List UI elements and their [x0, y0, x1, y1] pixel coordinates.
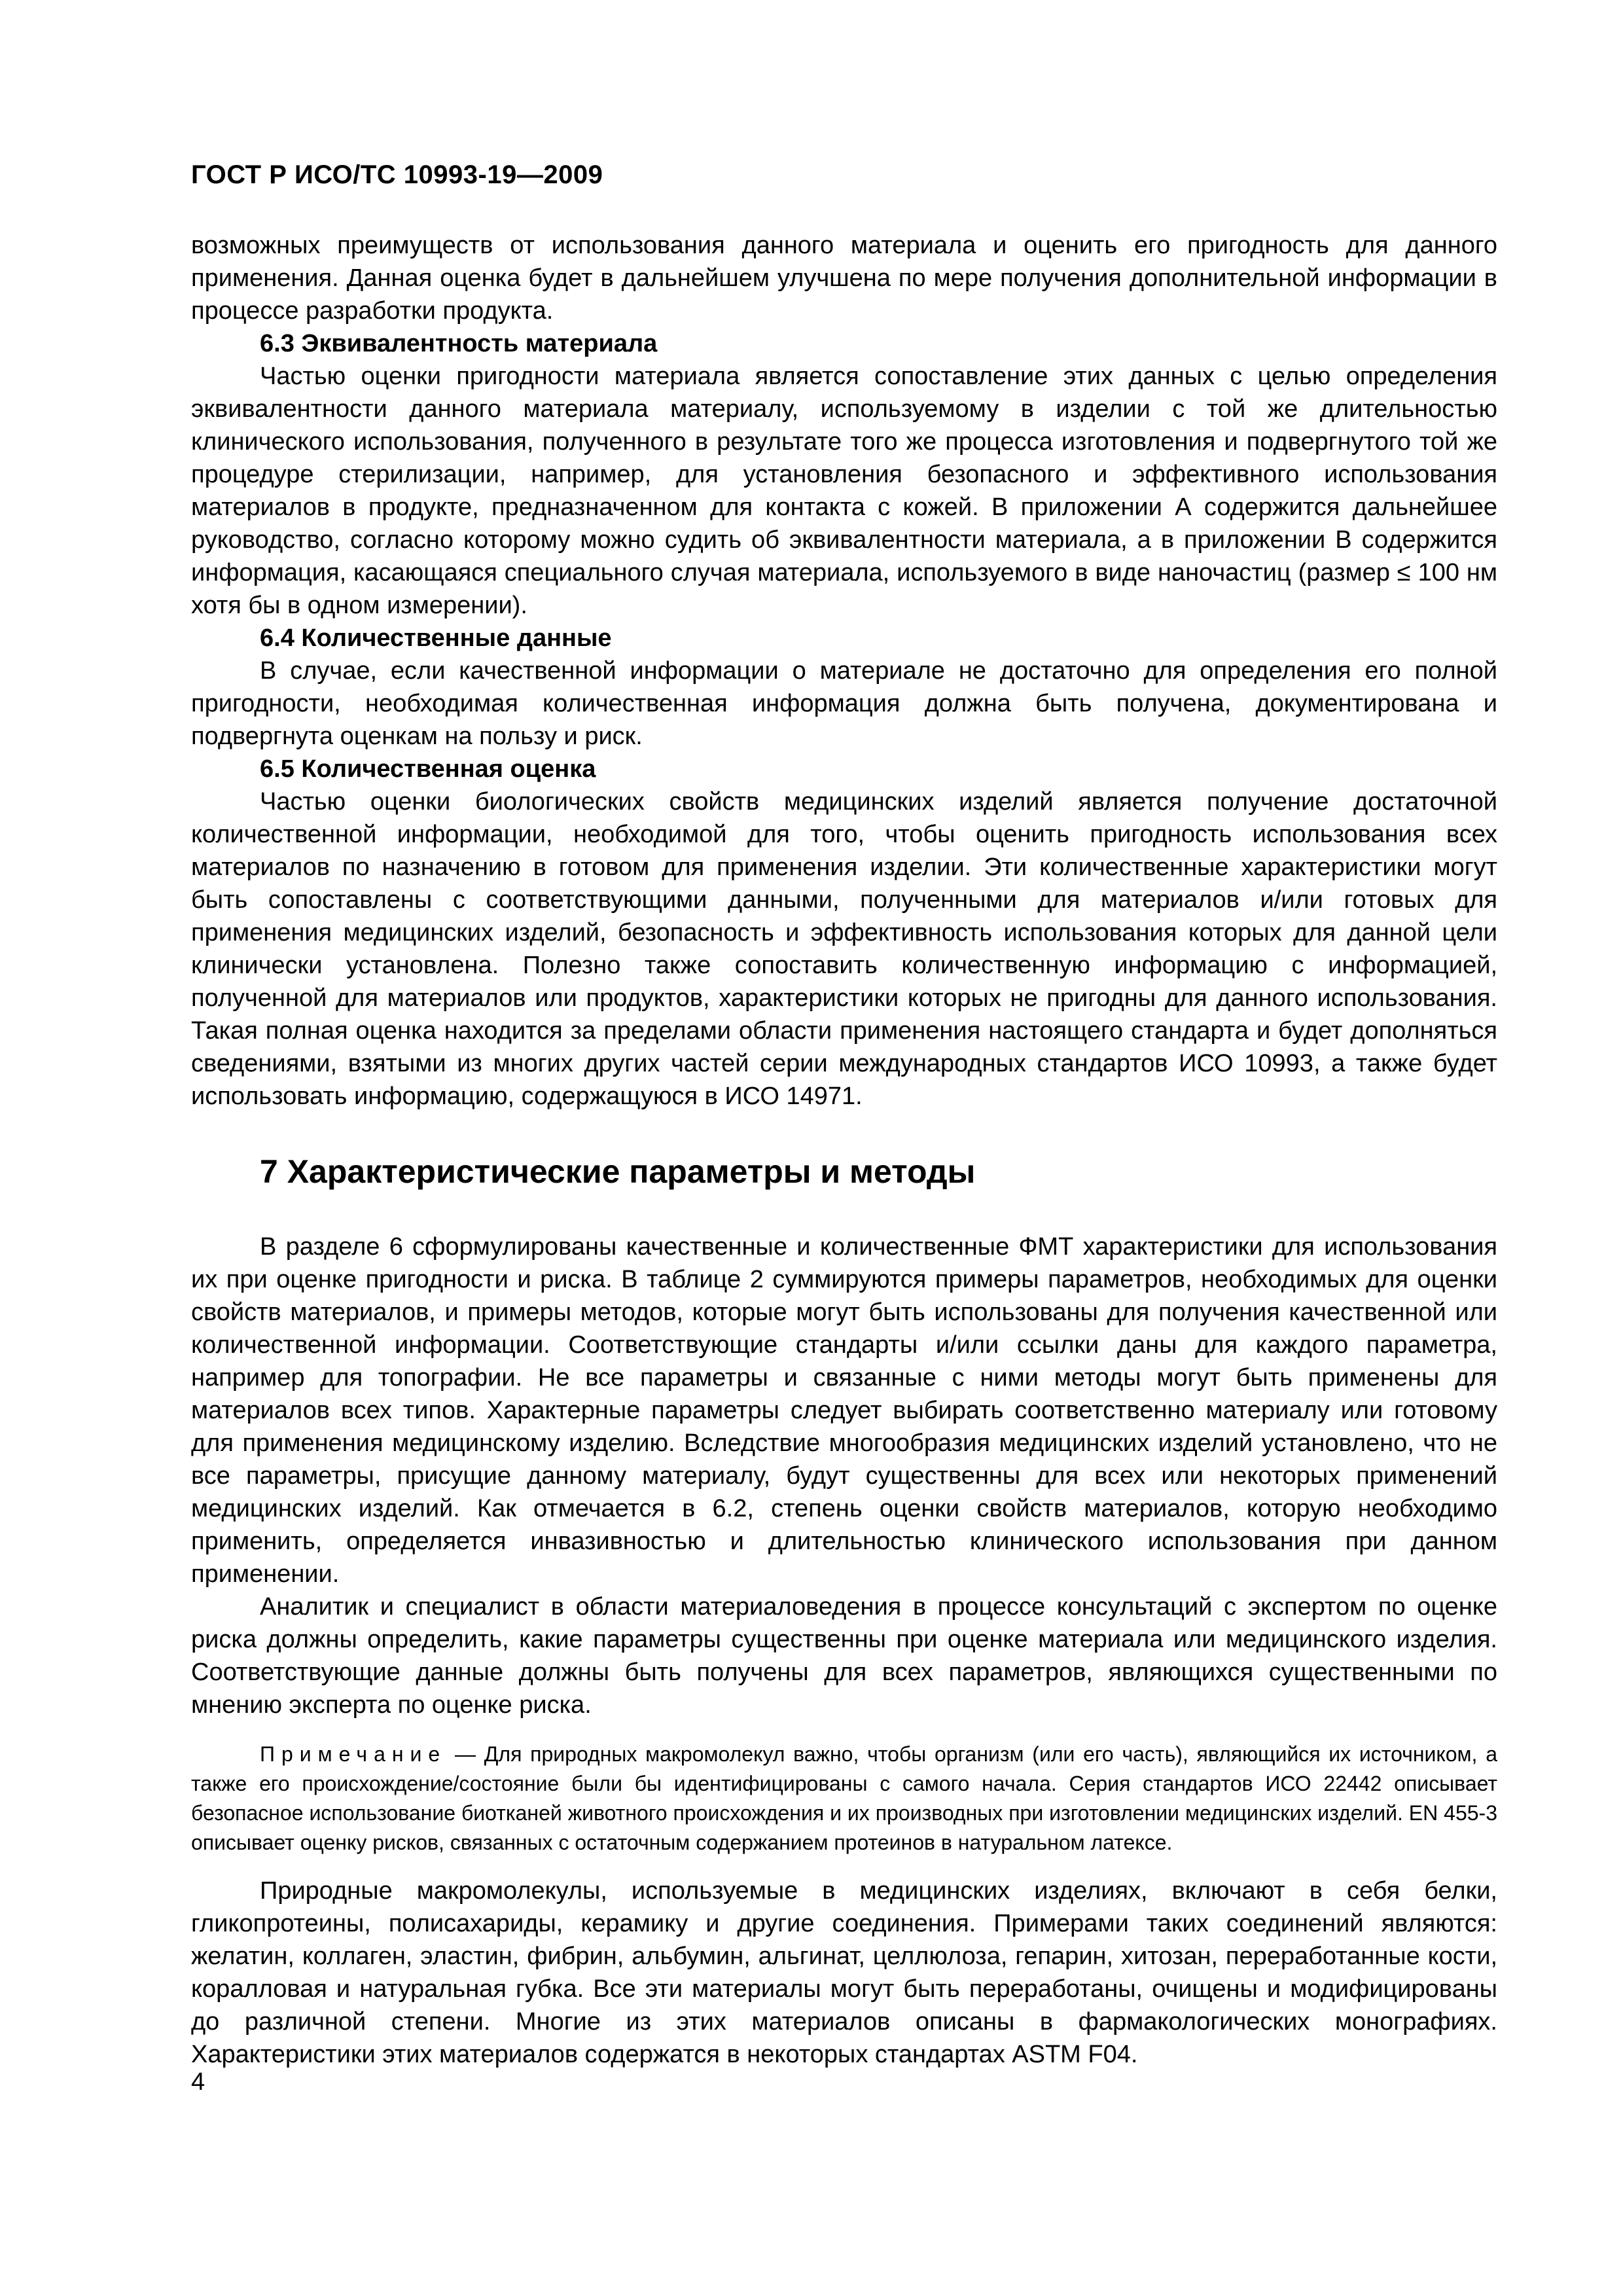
- subsection-6-5-title: 6.5 Количественная оценка: [260, 755, 596, 783]
- page-content: [191, 229, 1497, 2071]
- section-7-paragraph-2: Аналитик и специалист в области материаловедения в процессе консультаций с экспертом по оценке риска должны определить, какие параметры существенны при оценке материала или медицинского изделия. Соответствующие данные должны быть получены для всех параметров, являющихся существенными по мнению эксперта по оценке риска.: [191, 1593, 1497, 1719]
- subsection-6-5-text: Частью оценки биологических свойств медицинских изделий является получение достаточной количественной информации, необходимой для того, чтобы оценить пригодность использования всех материалов по назначению в готовом для применения изделии. Эти количественные характеристики могут быть сопоставлены с соответствующими данными, полученными для материалов и/или готовых для применения медицинских изделий, безопасность и эффективность использования которых для данной цели клинически установлена. Полезно также сопоставить количественную информацию с информацией, полученной для материалов или продуктов, характеристики которых не пригодны для данного использования. Такая полная оценка находится за пределами области применения настоящего стандарта и будет дополняться сведениями, взятыми из многих других частей серии международных стандартов ИСО 10993, а также будет использовать информацию, содержащуюся в ИСО 14971.: [191, 788, 1497, 1110]
- subsection-6-3-title: 6.3 Эквивалентность материала: [260, 330, 658, 357]
- note-text: — Для природных макромолекул важно, чтобы организм (или его часть), являющийся их источником, а также его происхождение/состояние были бы идентифицированы с самого начала. Серия стандартов ИСО 22442 описывает безопасное использование биотканей животного происхождения и их производных при изготовлении медицинских изделий. EN 455-3 описывает оценку рисков, связанных с остаточным содержанием протеинов в натуральном латексе.: [191, 1742, 1497, 1854]
- page-number: 4: [191, 2068, 205, 2096]
- document-header: ГОСТ Р ИСО/ТС 10993-19—2009: [191, 160, 603, 189]
- subsection-6-3-text: Частью оценки пригодности материала является сопоставление этих данных с целью определения эквивалентности данного материала материалу, используемому в изделии с той же длительностью клинического использования, полученного в результате того же процесса изготовления и подвергнутого той же процедуре стерилизации, например, для установления безопасного и эффективного использования материалов в продукте, предназначенном для контакта с кожей. В приложении А содержится дальнейшее руководство, согласно которому можно судить об эквивалентности материала, а в приложении В содержится информация, касающаяся специального случая материала, используемого в виде наночастиц (размер ≤ 100 нм хотя бы в одном измерении).: [191, 363, 1497, 619]
- subsection-6-4-title: 6.4 Количественные данные: [260, 624, 612, 652]
- section-7-paragraph-3: Природные макромолекулы, используемые в медицинских изделиях, включают в себя белки, гликопротеины, полисахариды, керамику и другие соединения. Примерами таких соединений являются: желатин, коллаген, эластин, фибрин, альбумин, альгинат, целлюлоза, гепарин, хитозан, переработанные кости, коралловая и натуральная губка. Все эти материалы могут быть переработаны, очищены и модифицированы до различной степени. Многие из этих материалов описаны в фармакологических монографиях. Характеристики этих материалов содержатся в некоторых стандартах ASTM F04.: [191, 1877, 1497, 2068]
- section-7-title: 7 Характеристические параметры и методы: [260, 1153, 976, 1190]
- note-paragraph: [191, 1740, 1497, 1857]
- note-label: Примечание: [260, 1742, 447, 1766]
- subsection-6-4-text: В случае, если качественной информации о материале не достаточно для определения его полной пригодности, необходимая количественная информация должна быть получена, документирована и подвергнута оценкам на пользу и риск.: [191, 657, 1497, 750]
- section-7-paragraph-1: В разделе 6 сформулированы качественные и количественные ФМТ характеристики для использования их при оценке пригодности и риска. В таблице 2 суммируются примеры параметров, необходимых для оценки свойств материалов, и примеры методов, которые могут быть использованы для получения качественной или количественной информации. Соответствующие стандарты и/или ссылки даны для каждого параметра, например для топографии. Не все параметры и связанные с ними методы могут быть применены для материалов всех типов. Характерные параметры следует выбирать соответственно материалу или готовому для применения медицинскому изделию. Вследствие многообразия медицинских изделий установлено, что не все параметры, присущие данному материалу, будут существенны для всех или некоторых применений медицинских изделий. Как отмечается в 6.2, степень оценки свойств материалов, которую необходимо применить, определяется инвазивностью и длительностью клинического использования при данном применении.: [191, 1233, 1497, 1588]
- intro-paragraph: возможных преимуществ от использования данного материала и оценить его пригодность для данного применения. Данная оценка будет в дальнейшем улучшена по мере получения дополнительной информации в процессе разработки продукта.: [191, 232, 1497, 325]
